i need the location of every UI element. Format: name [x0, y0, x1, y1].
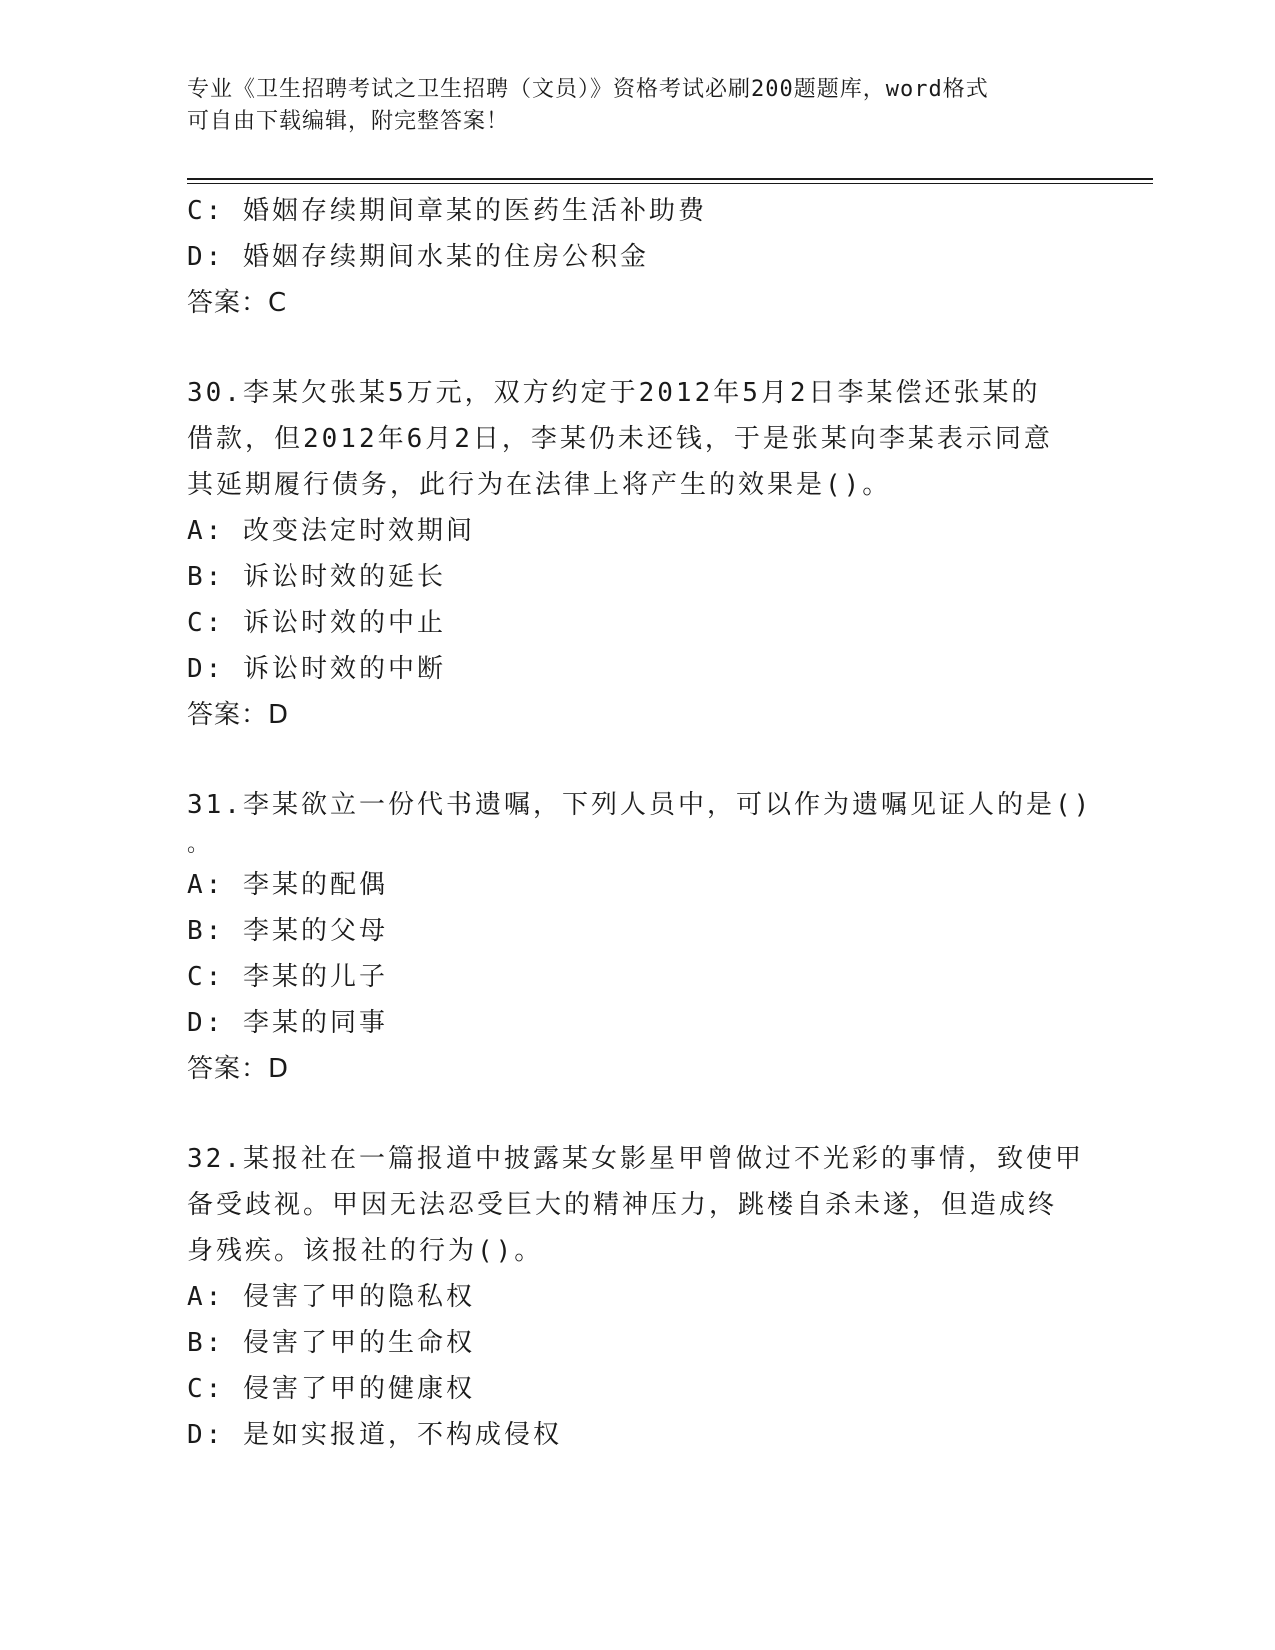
- q30-stem-line-2: 借款，但2012年6月2日，李某仍未还钱，于是张某向李某表示同意: [187, 424, 1053, 454]
- q32-option-b: B: 侵害了甲的生命权: [187, 1328, 475, 1358]
- page-header: [187, 74, 1067, 138]
- question-spacer: [187, 738, 1087, 782]
- q31-option-c: C: 李某的儿子: [187, 962, 388, 992]
- q31-answer: 答案：D: [187, 1054, 290, 1084]
- question-29-block: [187, 188, 1087, 326]
- question-spacer: [187, 1092, 1087, 1136]
- q29-answer: 答案：C: [187, 288, 288, 318]
- question-31-block: [187, 782, 1093, 1092]
- q32-option-a: A: 侵害了甲的隐私权: [187, 1282, 475, 1312]
- q32-stem-line-1: 32.某报社在一篇报道中披露某女影星甲曾做过不光彩的事情，致使甲: [187, 1144, 1084, 1174]
- q29-option-d: D: 婚姻存续期间水某的住房公积金: [187, 242, 649, 272]
- q31-option-d: D: 李某的同事: [187, 1008, 388, 1038]
- q30-option-d: D: 诉讼时效的中断: [187, 654, 446, 684]
- q31-option-a: A: 李某的配偶: [187, 870, 388, 900]
- q30-option-a: A: 改变法定时效期间: [187, 516, 475, 546]
- q32-stem-line-3: 身残疾。该报社的行为()。: [187, 1236, 544, 1266]
- q30-stem-line-3: 其延期履行债务，此行为在法律上将产生的效果是()。: [187, 470, 892, 500]
- q32-stem-line-2: 备受歧视。甲因无法忍受巨大的精神压力，跳楼自杀未遂，但造成终: [187, 1190, 1058, 1220]
- q30-stem-line-1: 30.李某欠张某5万元，双方约定于2012年5月2日李某偿还张某的: [187, 378, 1041, 408]
- q29-option-c: C: 婚姻存续期间章某的医药生活补助费: [187, 196, 707, 226]
- q31-stem-line-2: 。: [187, 832, 213, 857]
- header-divider-thick: [187, 178, 1153, 180]
- q30-option-c: C: 诉讼时效的中止: [187, 608, 446, 638]
- q32-option-c: C: 侵害了甲的健康权: [187, 1374, 475, 1404]
- q31-stem-line-1: 31.李某欲立一份代书遗嘱，下列人员中，可以作为遗嘱见证人的是(): [187, 790, 1093, 820]
- question-list: [187, 188, 1093, 1458]
- header-title-line-2: 可自由下载编辑，附完整答案！: [187, 109, 510, 134]
- q30-answer: 答案：D: [187, 700, 290, 730]
- question-30-block: [187, 370, 1087, 738]
- q30-option-b: B: 诉讼时效的延长: [187, 562, 446, 592]
- header-title-line-1: 专业《卫生招聘考试之卫生招聘（文员）》资格考试必刷200题题库，word格式: [187, 77, 989, 102]
- q32-option-d: D: 是如实报道，不构成侵权: [187, 1420, 562, 1450]
- header-divider-thin: [187, 183, 1153, 184]
- question-spacer: [187, 326, 1087, 370]
- question-32-block: [187, 1136, 1087, 1458]
- q31-option-b: B: 李某的父母: [187, 916, 388, 946]
